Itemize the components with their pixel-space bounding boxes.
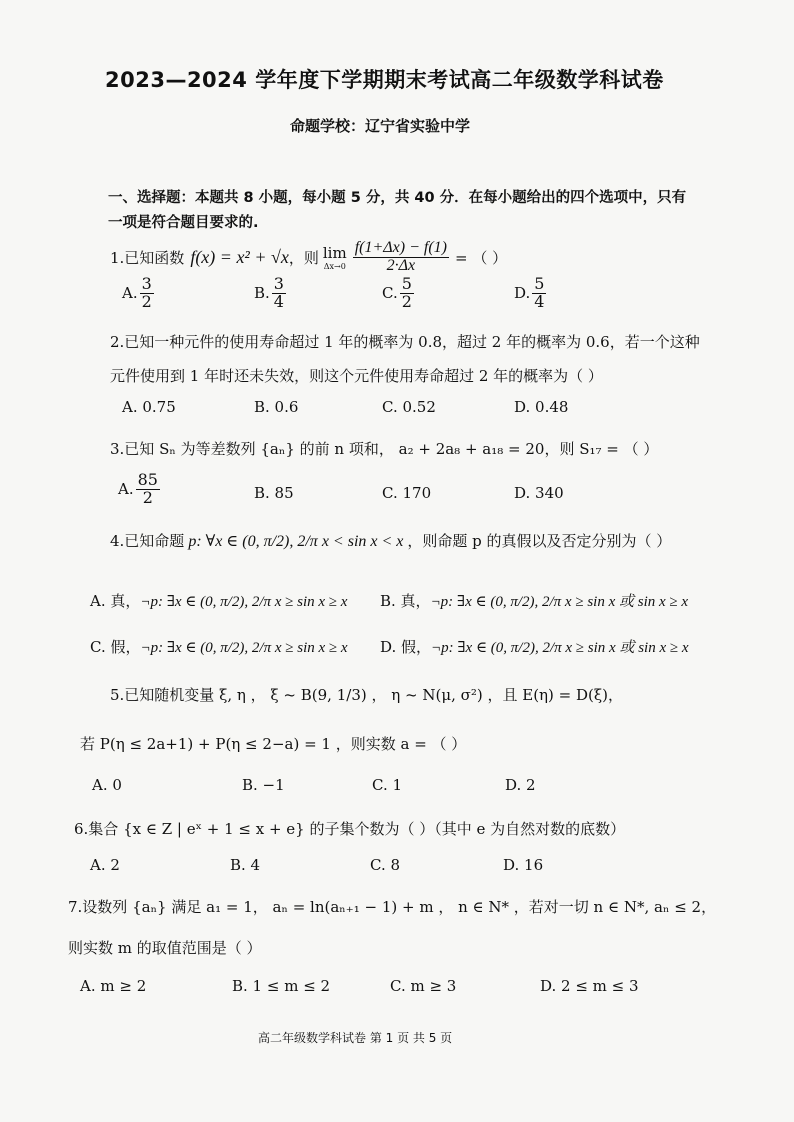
q1-option-b: B. $\frac{3}{4}$ [254, 274, 284, 311]
question-7-line2: 则实数 m 的取值范围是（ ） [68, 939, 262, 957]
q2-option-a: A. 0.75 [122, 398, 176, 416]
q3-option-c: C. 170 [382, 484, 432, 502]
q3-option-a: A. $\frac{85}{2}$ [118, 470, 158, 507]
q5-option-d: D. 2 [505, 776, 536, 794]
q1-function: f(x) = x² + √x [190, 246, 289, 267]
q1-option-a: A. $\frac{3}{2}$ [122, 274, 152, 311]
question-1 [110, 240, 507, 275]
q4-option-a: A. 真，¬p: ∃x ∈ (0, π/2), 2/π x ≥ sin x ≥ x [90, 592, 348, 610]
q7-option-c: C. m ≥ 3 [390, 977, 457, 995]
q6-option-c: C. 8 [370, 856, 401, 874]
question-2-line2: 元件使用到 1 年时还未失效，则这个元件使用寿命超过 2 年的概率为（ ） [110, 367, 603, 385]
q1-limit: lim Δx→0 [322, 243, 347, 271]
author-school: 命题学校：辽宁省实验中学 [290, 117, 471, 135]
question-5-line1: 5.已知随机变量 ξ, η ， ξ ~ B(9, 1/3) ， η ~ N(μ, σ²) ，且 E(η) = D(ξ)， [110, 686, 623, 704]
question-6: 6.集合 {x ∈ Z | eˣ + 1 ≤ x + e} 的子集个数为（ ）（其中 e 为自然对数的底数） [74, 820, 626, 838]
q2-option-b: B. 0.6 [254, 398, 299, 416]
page-footer: 高二年级数学科试卷 第 1 页 共 5 页 [258, 1031, 453, 1045]
q3-option-d: D. 340 [514, 484, 564, 502]
q5-option-b: B. −1 [242, 776, 285, 794]
q4-option-c: C. 假，¬p: ∃x ∈ (0, π/2), 2/π x ≥ sin x ≥ x [90, 638, 348, 656]
q4-option-b: B. 真，¬p: ∃x ∈ (0, π/2), 2/π x ≥ sin x 或 sin x ≥ x [380, 592, 689, 610]
q1-prefix: 1.已知函数 [110, 248, 185, 267]
q7-option-a: A. m ≥ 2 [80, 977, 147, 995]
q1-option-c: C. $\frac{5}{2}$ [382, 274, 412, 311]
section-header-line1: 一、选择题：本题共 8 小题，每小题 5 分，共 40 分．在每小题给出的四个选项中，只有 [108, 190, 687, 206]
q3-option-b: B. 85 [254, 484, 294, 502]
question-3: 3.已知 Sₙ 为等差数列 {aₙ} 的前 n 项和， a₂ + 2a₈ + a₁₈ = 20，则 S₁₇ = （ ） [110, 440, 659, 458]
q1-fraction: $\frac{f(1+\Delta x) - f(1)}{2\cdot\Delta x}$ [354, 239, 447, 274]
q7-option-b: B. 1 ≤ m ≤ 2 [232, 977, 331, 995]
q1-suffix: = （ ） [454, 248, 508, 267]
q1-mid: ，则 [288, 248, 319, 267]
q5-option-c: C. 1 [372, 776, 403, 794]
q6-option-b: B. 4 [230, 856, 261, 874]
q5-option-a: A. 0 [92, 776, 122, 794]
q4-option-d: D. 假，¬p: ∃x ∈ (0, π/2), 2/π x ≥ sin x 或 sin x ≥ x [380, 638, 689, 656]
q1-options [122, 276, 682, 324]
question-7-line1: 7.设数列 {aₙ} 满足 a₁ = 1， aₙ = ln(aₙ₊₁ − 1) + m ， n ∈ N* ，若对一切 n ∈ N*, aₙ ≤ 2， [68, 898, 717, 916]
q6-option-d: D. 16 [503, 856, 544, 874]
question-2-line1: 2.已知一种元件的使用寿命超过 1 年的概率为 0.8，超过 2 年的概率为 0.6，若一个这种 [110, 333, 700, 351]
q1-option-d: D. $\frac{5}{4}$ [514, 274, 545, 311]
q2-option-c: C. 0.52 [382, 398, 436, 416]
q2-option-d: D. 0.48 [514, 398, 569, 416]
section-header-line2: 一项是符合题目要求的. [108, 215, 259, 231]
question-5-line2: 若 P(η ≤ 2a+1) + P(η ≤ 2−a) = 1 ，则实数 a = （ ） [80, 735, 467, 753]
q7-option-d: D. 2 ≤ m ≤ 3 [540, 977, 639, 995]
question-4: 4.已知命题 p: ∀x ∈ (0, π/2), 2/π x < sin x < x ，则命题 p 的真假以及否定分别为（ ） [110, 532, 672, 550]
q6-option-a: A. 2 [90, 856, 120, 874]
page-title: 2023—2024 学年度下学期期末考试高二年级数学科试卷 [105, 68, 664, 92]
